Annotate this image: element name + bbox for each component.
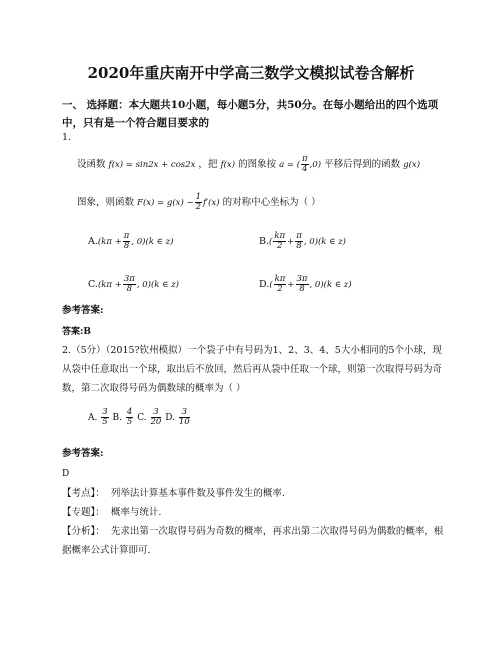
q2-answer: D [62, 469, 70, 479]
option-label: A. [88, 236, 98, 247]
gx-symbol: g(x) [403, 160, 421, 170]
vector-end: ,0) [309, 160, 322, 170]
F-fraction: $\frac{1}{2}$ [195, 192, 202, 212]
option-expr-end: , 0)(k ∈ z) [303, 237, 346, 247]
section-heading: 一、 选择题：本大题共10小题，每小题5分，共50分。在每小题给出的四个选项中，只有是一个符合题目要求的 [62, 99, 439, 129]
zhuanti-text: 概率与统计. [110, 507, 162, 518]
q1-line2 [77, 193, 321, 212]
q1-text-d: 平移后得到的函数 [324, 159, 401, 170]
q1-text-a: 设函数 [77, 159, 106, 170]
q1-text-f: 的对称中心坐标为（ ） [222, 197, 321, 208]
option-expr: (kπ + [97, 280, 122, 290]
q1-answer: 答案:B [62, 327, 91, 337]
q1-option-a: A.(kπ + $\frac{\pi}{8}$ , 0)(k ∈ z) [88, 231, 174, 251]
fenxi-text: 先求出第一次取得号码为奇数的概率，再求出第二次取得号码为偶数的概率，根据概率公式计算即可. [62, 526, 444, 556]
page-title: 2020年重庆南开中学高三数学文模拟试卷含解析 [87, 64, 415, 82]
option-label: B. [259, 236, 270, 247]
option-label: D. [259, 279, 270, 290]
q2-kaodian [62, 484, 447, 503]
f-definition: f(x) = sin2x + cos2x [108, 160, 196, 170]
option-c-fraction: $\frac{3}{20}$ [150, 407, 162, 427]
q1-number: 1. [62, 132, 72, 143]
q1-text-c: 的图象按 [238, 159, 277, 170]
vector-a: a = ( [279, 160, 301, 170]
q2-fenxi [62, 522, 447, 560]
q1-option-b: B.( $\frac{k\pi}{2}$ + $\frac{\pi}{8}$ , 0)(k ∈ z) [259, 231, 346, 251]
q1-reference-label: 参考答案: [62, 305, 104, 316]
fenxi-label: 【分析】： [62, 526, 105, 537]
F-derivative: f′(x) [203, 198, 220, 208]
q2-text: 2.（5分）（2015?钦州模拟）一个袋子中有号码为1、2、3、4、5大小相同的5个小球，现从袋中任意取出一个球，取出后不放回，然后再从袋中任取一个球，则第一次取得号码为奇数，第二次取得号码为偶数球的概率为（ ） [62, 345, 443, 394]
option-label: A. [88, 413, 98, 423]
kaodian-text: 列举法计算基本事件数及事件发生的概率. [110, 488, 285, 499]
zhuanti-label: 【专题】： [62, 507, 105, 518]
kaodian-label: 【考点】： [62, 488, 105, 499]
option-expr-end: , 0)(k ∈ z) [309, 280, 352, 290]
q2-options [88, 408, 191, 427]
option-label: C. [137, 413, 147, 423]
option-expr-end: , 0)(k ∈ z) [131, 237, 174, 247]
q1-line1 [77, 155, 420, 174]
option-b-fraction: $\frac{4}{5}$ [126, 407, 133, 427]
option-d-fraction: $\frac{3}{10}$ [178, 407, 190, 427]
option-label: B. [112, 413, 123, 423]
q2-zhuanti [62, 503, 447, 522]
q1-text-e: 图象，则函数 [77, 197, 135, 208]
q2-reference-label: 参考答案: [62, 448, 104, 459]
option-expr-end: , 0)(k ∈ z) [136, 280, 179, 290]
option-a-fraction: $\frac{3}{5}$ [102, 407, 108, 427]
option-expr: ( [269, 237, 273, 247]
F-definition: F(x) = g(x) − [137, 198, 194, 208]
option-expr: ( [269, 280, 273, 290]
fx-symbol: f(x) [220, 160, 236, 170]
q1-option-d: D.( $\frac{k\pi}{2}$ + $\frac{3\pi}{8}$ , 0)(k ∈ z) [259, 274, 352, 294]
vector-fraction: $\frac{\pi}{4}$ [302, 154, 308, 174]
option-label: D. [165, 413, 175, 423]
option-label: C. [88, 279, 98, 290]
q1-option-c: C.(kπ + $\frac{3\pi}{8}$ , 0)(k ∈ z) [88, 274, 179, 294]
q1-text-b: ，把 [198, 159, 218, 170]
option-expr: (kπ + [97, 237, 122, 247]
